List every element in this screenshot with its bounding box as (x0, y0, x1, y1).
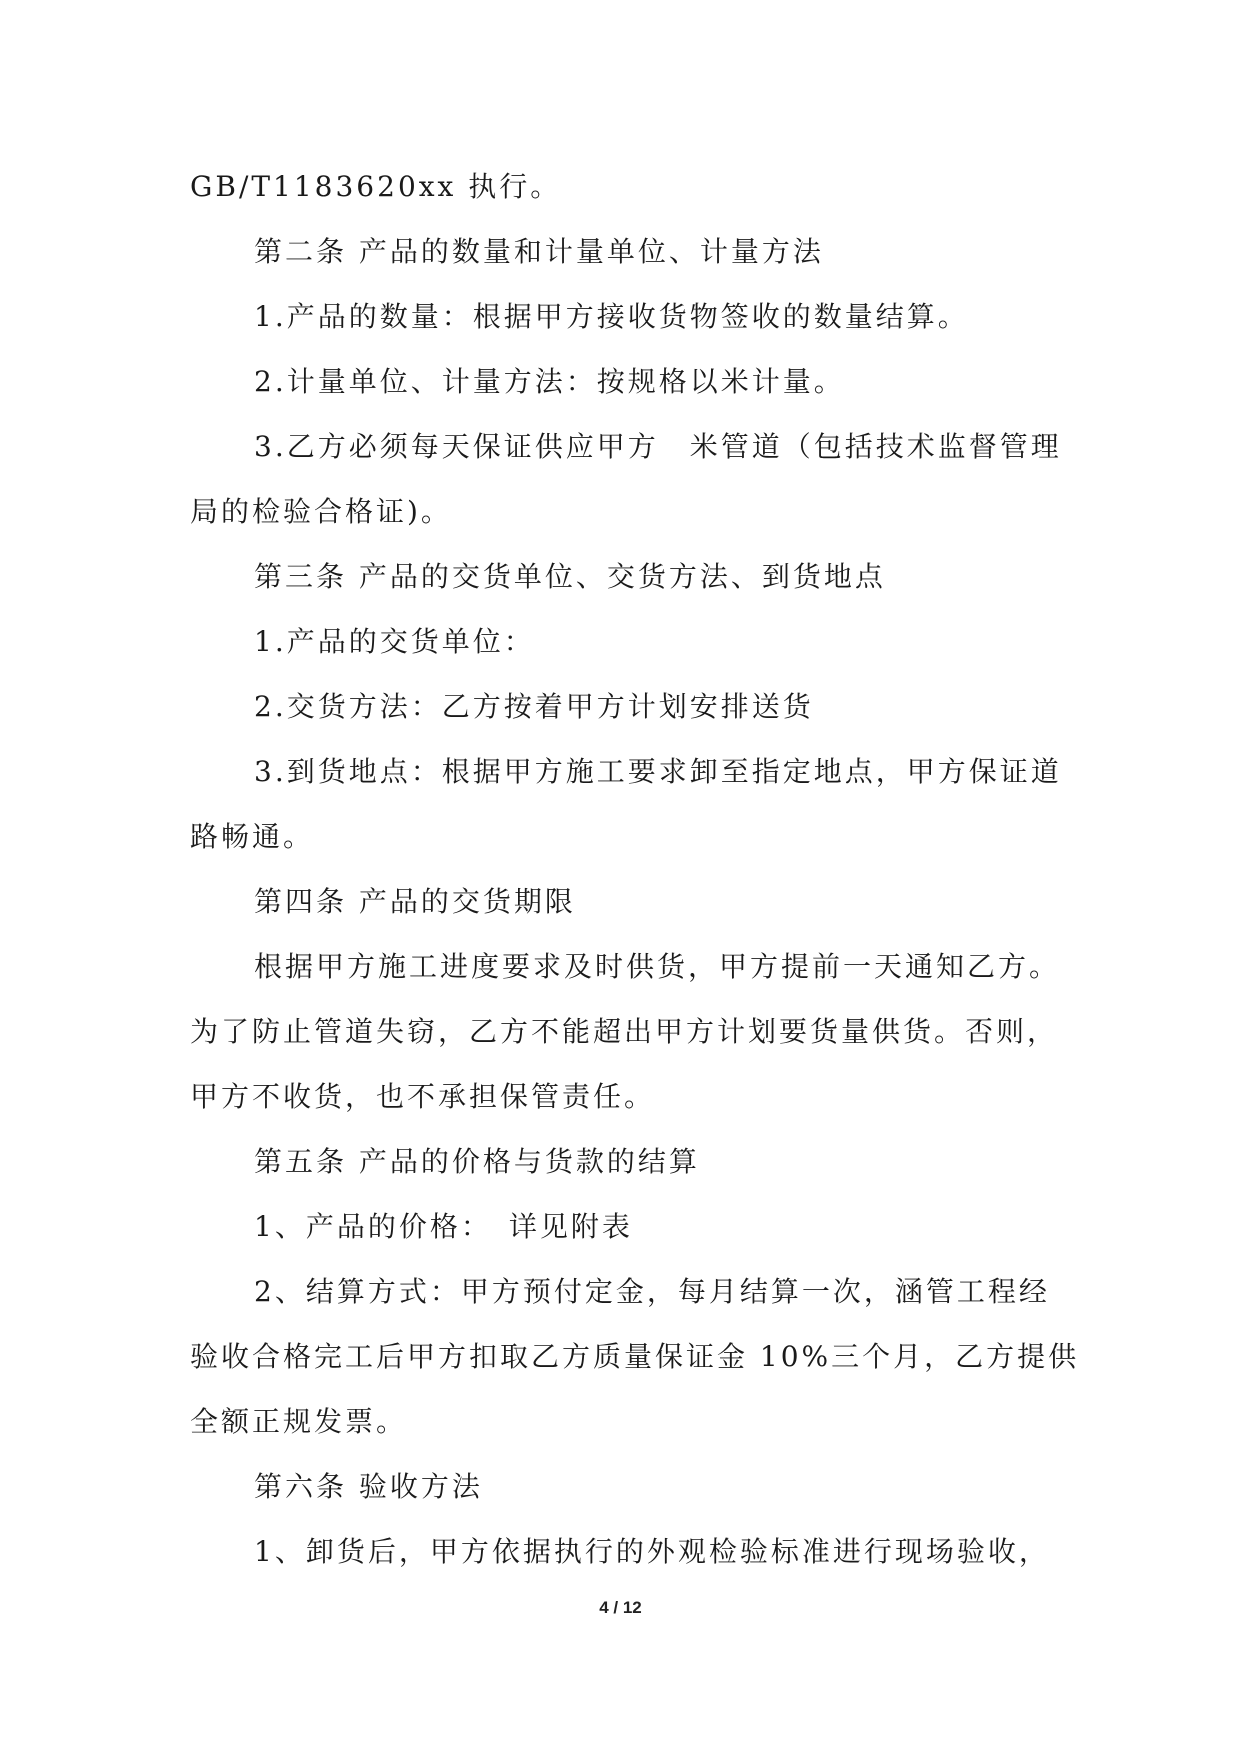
text-line: GB/T1183620xx 执行。 (190, 170, 562, 203)
text-line: 1.产品的数量：根据甲方接收货物签收的数量结算。 (254, 300, 969, 333)
page-number: 4 / 12 (599, 1598, 642, 1617)
text-line: 第五条 产品的价格与货款的结算 (254, 1145, 700, 1178)
document-body (190, 154, 1080, 1584)
text-line: 第三条 产品的交货单位、交货方法、到货地点 (254, 560, 886, 593)
text-line: 1、产品的价格： 详见附表 (254, 1210, 633, 1243)
text-line: 3.乙方必须每天保证供应甲方 米管道（包括技术监督管理 (254, 430, 1062, 463)
text-line: 第四条 产品的交货期限 (254, 885, 576, 918)
text-line: 3.到货地点：根据甲方施工要求卸至指定地点，甲方保证道 (254, 755, 1062, 788)
text-line: 2.交货方法：乙方按着甲方计划安排送货 (254, 690, 814, 723)
text-line: 根据甲方施工进度要求及时供货，甲方提前一天通知乙方。 (254, 950, 1061, 983)
text-line: 2.计量单位、计量方法：按规格以米计量。 (254, 365, 845, 398)
text-line: 为了防止管道失窃，乙方不能超出甲方计划要货量供货。否则， (190, 1015, 1059, 1048)
text-line: 1.产品的交货单位： (254, 625, 535, 658)
text-line: 路畅通。 (190, 820, 315, 853)
text-line: 全额正规发票。 (190, 1405, 408, 1438)
text-line: 1、卸货后，甲方依据执行的外观检验标准进行现场验收， (254, 1535, 1050, 1568)
text-line: 第六条 验收方法 (254, 1470, 483, 1503)
text-line: 第二条 产品的数量和计量单位、计量方法 (254, 235, 824, 268)
text-line: 甲方不收货，也不承担保管责任。 (190, 1080, 656, 1113)
text-line: 局的检验合格证)。 (190, 495, 452, 528)
text-line: 2、结算方式：甲方预付定金，每月结算一次，涵管工程经 (254, 1275, 1050, 1308)
text-line: 验收合格完工后甲方扣取乙方质量保证金 10%三个月，乙方提供 (190, 1340, 1080, 1373)
